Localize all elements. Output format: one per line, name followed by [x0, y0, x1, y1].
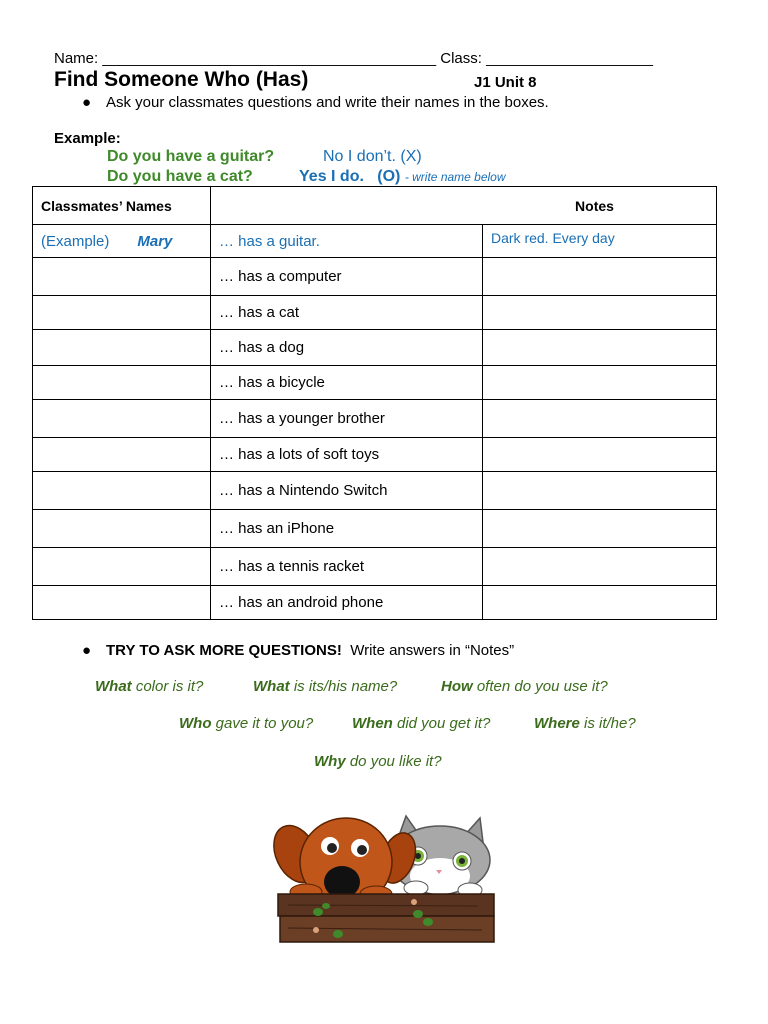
- question-item: [253, 678, 397, 695]
- question-word: Who: [179, 715, 212, 732]
- notes-cell[interactable]: [483, 586, 717, 620]
- name-cell[interactable]: [33, 438, 211, 472]
- example-question-2: Do you have a cat?: [107, 168, 253, 185]
- notes-cell[interactable]: [483, 258, 717, 296]
- example-answer-2-note: - write name below: [404, 170, 506, 184]
- question-word: Why: [314, 753, 346, 770]
- item-cell: … has an android phone: [211, 586, 483, 620]
- bullet-icon: ●: [82, 642, 92, 659]
- more-questions-instruction: [82, 642, 514, 659]
- class-blank[interactable]: ____________________: [486, 50, 653, 67]
- item-cell: … has a dog: [211, 330, 483, 366]
- name-blank[interactable]: ________________________________________: [102, 50, 437, 67]
- find-someone-table: [32, 186, 717, 620]
- example-note-cell: Dark red. Every day: [483, 225, 717, 258]
- table-row: [33, 472, 717, 510]
- question-rest: color is it?: [131, 678, 204, 695]
- table-row: [33, 296, 717, 330]
- name-cell[interactable]: [33, 510, 211, 548]
- name-cell[interactable]: [33, 472, 211, 510]
- instruction-text: Ask your classmates questions and write their names in the boxes.: [106, 94, 549, 111]
- table-row: [33, 510, 717, 548]
- table-row: [33, 438, 717, 472]
- table-row-example: [33, 225, 717, 258]
- column-header-names: Classmates’ Names: [33, 187, 211, 225]
- dog-and-cat-illustration: [268, 806, 498, 946]
- question-item: [95, 678, 203, 695]
- page-title: Find Someone Who (Has): [54, 68, 309, 91]
- name-cell[interactable]: [33, 366, 211, 400]
- name-cell[interactable]: [33, 548, 211, 586]
- table-row: [33, 330, 717, 366]
- example-tag: (Example): [41, 232, 110, 250]
- question-word: How: [441, 678, 473, 695]
- item-cell: … has a younger brother: [211, 400, 483, 438]
- more-questions-bold: TRY TO ASK MORE QUESTIONS!: [106, 642, 342, 659]
- class-label: Class:: [440, 50, 482, 67]
- name-label: Name:: [54, 50, 99, 67]
- name-cell[interactable]: [33, 330, 211, 366]
- example-name: Mary: [137, 232, 173, 250]
- question-rest: do you like it?: [345, 753, 442, 770]
- question-item: [534, 715, 636, 732]
- example-answer-2: [299, 168, 506, 186]
- example-question-1: Do you have a guitar?: [107, 148, 275, 165]
- notes-cell[interactable]: [483, 296, 717, 330]
- notes-cell[interactable]: [483, 400, 717, 438]
- table-row: [33, 258, 717, 296]
- question-word: When: [352, 715, 393, 732]
- example-answer-2-text: Yes I do. (O): [299, 168, 401, 185]
- name-cell[interactable]: [33, 586, 211, 620]
- item-cell: … has a tennis racket: [211, 548, 483, 586]
- question-word: Where: [534, 715, 580, 732]
- question-rest: gave it to you?: [211, 715, 314, 732]
- question-item: [441, 678, 608, 695]
- notes-cell[interactable]: [483, 330, 717, 366]
- notes-cell[interactable]: [483, 438, 717, 472]
- example-row-2: [107, 168, 506, 186]
- name-cell[interactable]: [33, 258, 211, 296]
- item-cell: … has a cat: [211, 296, 483, 330]
- question-item: [179, 715, 313, 732]
- table-header-row: [33, 187, 717, 225]
- table-row: [33, 400, 717, 438]
- question-item: [314, 753, 442, 770]
- item-cell: … has a computer: [211, 258, 483, 296]
- bullet-icon: ●: [82, 94, 92, 111]
- notes-cell[interactable]: [483, 366, 717, 400]
- example-name-cell: [33, 225, 211, 258]
- table-row: [33, 548, 717, 586]
- name-cell[interactable]: [33, 296, 211, 330]
- example-label: Example:: [54, 130, 121, 147]
- dog-icon: [268, 818, 422, 906]
- unit-label: J1 Unit 8: [474, 74, 537, 91]
- notes-cell[interactable]: [483, 548, 717, 586]
- question-rest: is it/he?: [579, 715, 636, 732]
- table-row: [33, 586, 717, 620]
- table-row: [33, 366, 717, 400]
- item-cell: … has a Nintendo Switch: [211, 472, 483, 510]
- instruction: [82, 94, 549, 111]
- item-cell: … has an iPhone: [211, 510, 483, 548]
- question-rest: often do you use it?: [472, 678, 608, 695]
- question-row-3: [0, 753, 768, 773]
- question-rest: did you get it?: [392, 715, 491, 732]
- notes-cell[interactable]: [483, 510, 717, 548]
- more-questions-rest: Write answers in “Notes”: [350, 642, 515, 659]
- example-row-1: [107, 148, 422, 166]
- question-word: What: [95, 678, 132, 695]
- example-answer-1: No I don’t. (X): [323, 148, 422, 165]
- column-header-notes: Notes: [211, 187, 717, 225]
- item-cell: … has a bicycle: [211, 366, 483, 400]
- log-icon: [278, 894, 494, 942]
- notes-cell[interactable]: [483, 472, 717, 510]
- question-row-1: [0, 678, 768, 698]
- name-cell[interactable]: [33, 400, 211, 438]
- example-item-cell: … has a guitar.: [211, 225, 483, 258]
- question-word: What: [253, 678, 290, 695]
- question-item: [352, 715, 490, 732]
- name-class-line: [54, 50, 714, 67]
- question-rest: is its/his name?: [289, 678, 398, 695]
- question-row-2: [0, 715, 768, 735]
- item-cell: … has a lots of soft toys: [211, 438, 483, 472]
